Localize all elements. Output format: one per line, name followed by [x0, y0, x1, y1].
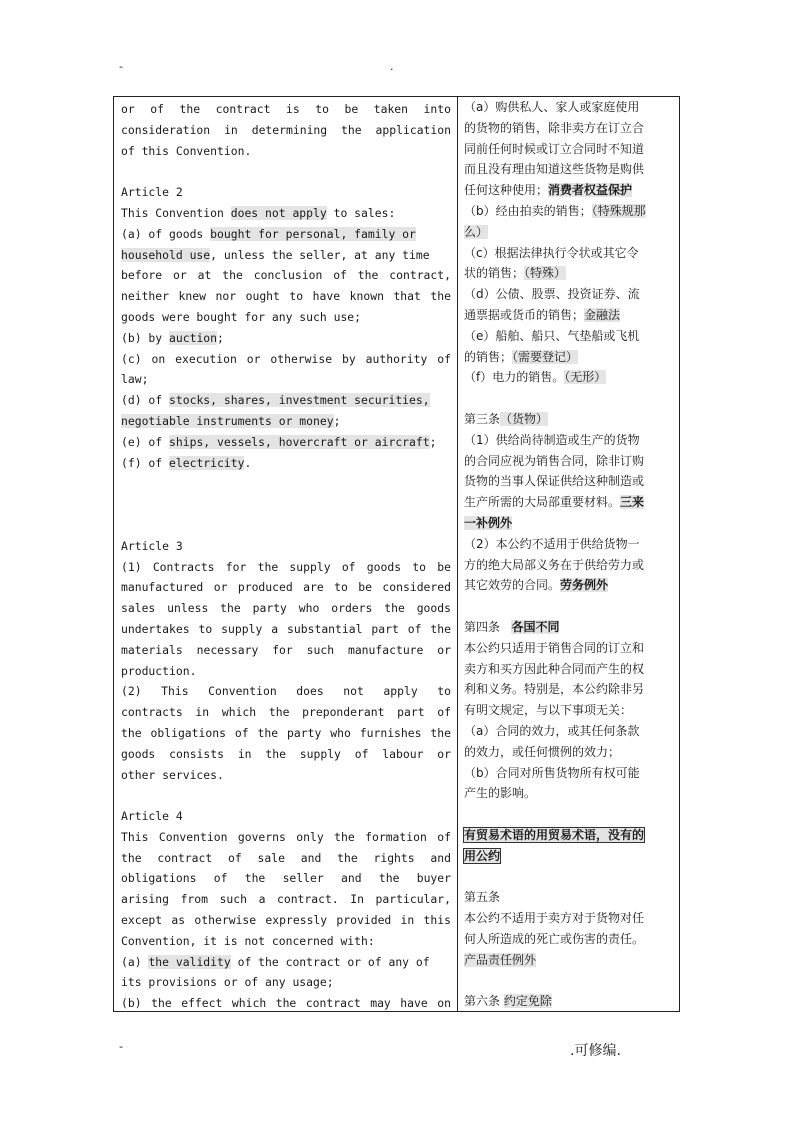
annotation-line [464, 825, 676, 846]
text-line: 产生的影响。 [464, 786, 537, 801]
text-line: the obligations of the party who furnishes the [121, 725, 451, 740]
annotation: 三来 [620, 495, 645, 510]
bilingual-table [113, 96, 680, 1012]
footer-left-mark: - [119, 1040, 123, 1053]
article-3-title-zh: 第三条（货物） [464, 411, 549, 426]
highlight: stocks, shares, investment securities, [169, 393, 430, 408]
text-line: 利和义务。特别是，本公约除非另 [464, 682, 645, 697]
text-line: (b) by auction; [121, 330, 224, 345]
text-line: consideration in determining the application [121, 122, 451, 137]
highlight: electricity [169, 455, 245, 470]
text-line: sales unless the party who orders the goods [121, 601, 451, 616]
annotation: （特殊规那 [591, 203, 646, 218]
text-line: （1）供给尚待制造或生产的货物 [464, 432, 640, 447]
annotation: （无形） [564, 370, 607, 385]
annotation: （特殊） [524, 266, 567, 281]
text-line: （c）根据法律执行令状或其它令 [464, 245, 639, 260]
text-line: its provisions or of any usage; [121, 975, 334, 990]
text-line: （d）公债、股票、投资证券、流 [464, 287, 640, 302]
text-line: (1) Contracts for the supply of goods to be [121, 559, 451, 574]
text-line: （a）购供私人、家人或家庭使用 [464, 100, 640, 114]
text-line: before or at the conclusion of the contract, [121, 268, 451, 283]
text-line [464, 513, 676, 534]
text-line: materials necessary for such manufacture or [121, 642, 451, 657]
text-line: neither knew nor ought to have known that the [121, 289, 451, 304]
text-line: negotiable instruments or money; [121, 413, 341, 428]
text-line: (a) of goods bought for personal, family or [121, 226, 416, 241]
highlight: ships, vessels, hovercraft or aircraft [169, 434, 430, 449]
annotation: 消费者权益保护 [548, 183, 633, 198]
text-line: 货物的当事人保证供给这种制造或 [464, 474, 645, 489]
annotation: （需要登记） [512, 349, 579, 364]
highlight: does not apply [230, 205, 327, 220]
article-3-title: Article 3 [121, 538, 183, 553]
annotation: 产品责任例外 [464, 952, 537, 967]
text-line: obligations of the seller and the buyer [121, 871, 451, 886]
boxed-note: 有贸易术语的用贸易术语，没有的 [464, 827, 645, 842]
text-line: (d) of stocks, shares, investment securities, [121, 393, 430, 408]
article-4-title: Article 4 [121, 809, 183, 824]
text-line: or of the contract is to be taken into [121, 102, 451, 116]
text-line: household use, unless the seller, at any time [121, 247, 430, 262]
text-line: 本公约不适用于卖方对于货物对任 [464, 911, 645, 926]
text-line: (b) the effect which the contract may have on [121, 996, 451, 1011]
header-left-mark: - [119, 60, 123, 73]
text-line: goods were bought for any such use; [121, 309, 362, 324]
text-line: (e) of ships, vessels, hovercraft or aircraft; [121, 434, 437, 449]
highlight: household use [121, 247, 211, 262]
annotation: 约定免除 [503, 994, 552, 1009]
text-line: （2）本公约不适用于供给货物一 [464, 536, 640, 551]
header-right-mark: . [390, 60, 394, 73]
english-column [121, 99, 451, 1014]
text-line: (2) This Convention does not apply to [121, 684, 451, 699]
text-line: 任何这种使用；消费者权益保护 [464, 183, 633, 198]
article-2-title: Article 2 [121, 185, 183, 200]
text-line: arising from such a contract. In particular, [121, 892, 451, 907]
text-line: 而且没有理由知道这些货物是购供 [464, 162, 645, 177]
text-line: except as otherwise expressly provided in this [121, 913, 451, 928]
text-line: 的效力，或任何惯例的效力； [464, 744, 621, 759]
text-line: 的销售；（需要登记） [464, 349, 579, 364]
annotation: 金融法 [584, 307, 621, 322]
annotation-line [464, 846, 676, 867]
annotation: （货物） [500, 411, 549, 426]
highlight: negotiable instruments or money [121, 413, 334, 428]
text-line [464, 950, 676, 971]
text-line: This Convention does not apply to sales: [121, 205, 396, 220]
article-6-title-zh: 第六条 约定免除 [464, 994, 552, 1009]
text-line: (f) of electricity. [121, 455, 252, 470]
text-line: goods consists in the supply of labour or [121, 746, 451, 761]
text-line: 通票据或货币的销售；金融法 [464, 307, 621, 322]
text-line: 状的销售；（特殊） [464, 266, 567, 281]
text-line: （b）经由拍卖的销售；（特殊规那 [464, 203, 646, 218]
text-line: 其它效劳的合同。劳务例外 [464, 578, 609, 593]
text-line: law; [121, 372, 149, 387]
text-line: （e）船舶、船只、气垫船或飞机 [464, 328, 640, 343]
annotation: 么） [464, 224, 489, 239]
text-line: 何人所造成的死亡或伤害的责任。 [464, 931, 645, 946]
highlight: bought for personal, family or [210, 226, 416, 241]
highlight: auction [169, 330, 218, 345]
article-4-title-zh: 第四条 各国不同 [464, 619, 560, 634]
text-line: （f）电力的销售。（无形） [464, 370, 607, 385]
text-line: (a) the validity of the contract or of any of [121, 954, 430, 969]
text-line: （b）合同对所售货物所有权可能 [464, 765, 640, 780]
annotation: 劳务例外 [560, 578, 609, 593]
text-line [464, 222, 676, 243]
text-line: 卖方和买方因此种合同而产生的权 [464, 661, 645, 676]
text-line: Convention, it is not concerned with: [121, 933, 375, 948]
column-divider [457, 97, 458, 1011]
text-line: 方的绝大局部义务在于供给劳力或 [464, 557, 645, 572]
chinese-column [464, 97, 676, 1012]
text-line: production. [121, 663, 197, 678]
text-line: other services. [121, 767, 224, 782]
text-line: manufactured or produced are to be considered [121, 580, 451, 595]
footer-editable-note: .可修编. [570, 1043, 621, 1059]
annotation: 各国不同 [511, 619, 560, 634]
highlight: the validity [148, 954, 231, 969]
text-line: （a）合同的效力，或其任何条款 [464, 723, 640, 738]
text-line: 的合同应视为销售合同，除非订购 [464, 453, 645, 468]
text-line: of this Convention. [121, 143, 252, 158]
text-line: 生产所需的大局部重要材料。三来 [464, 495, 645, 510]
text-line: undertakes to supply a substantial part of the [121, 621, 451, 636]
text-line: the contract of sale and the rights and [121, 850, 451, 865]
text-line: This Convention governs only the formation of [121, 829, 451, 844]
text-line: 的货物的销售，除非卖方在订立合 [464, 120, 645, 135]
text-line: 有明文规定，与以下事项无关： [464, 703, 633, 718]
boxed-note: 用公约 [464, 848, 501, 863]
text-line: (c) on execution or otherwise by authority of [121, 351, 451, 366]
text-line: contracts in which the preponderant part of [121, 705, 451, 720]
annotation: 一补例外 [464, 515, 513, 530]
article-5-title-zh: 第五条 [464, 890, 501, 905]
text-line: 本公约只适用于销售合同的订立和 [464, 640, 645, 655]
text-line: 同前任何时候或订立合同时不知道 [464, 141, 645, 156]
